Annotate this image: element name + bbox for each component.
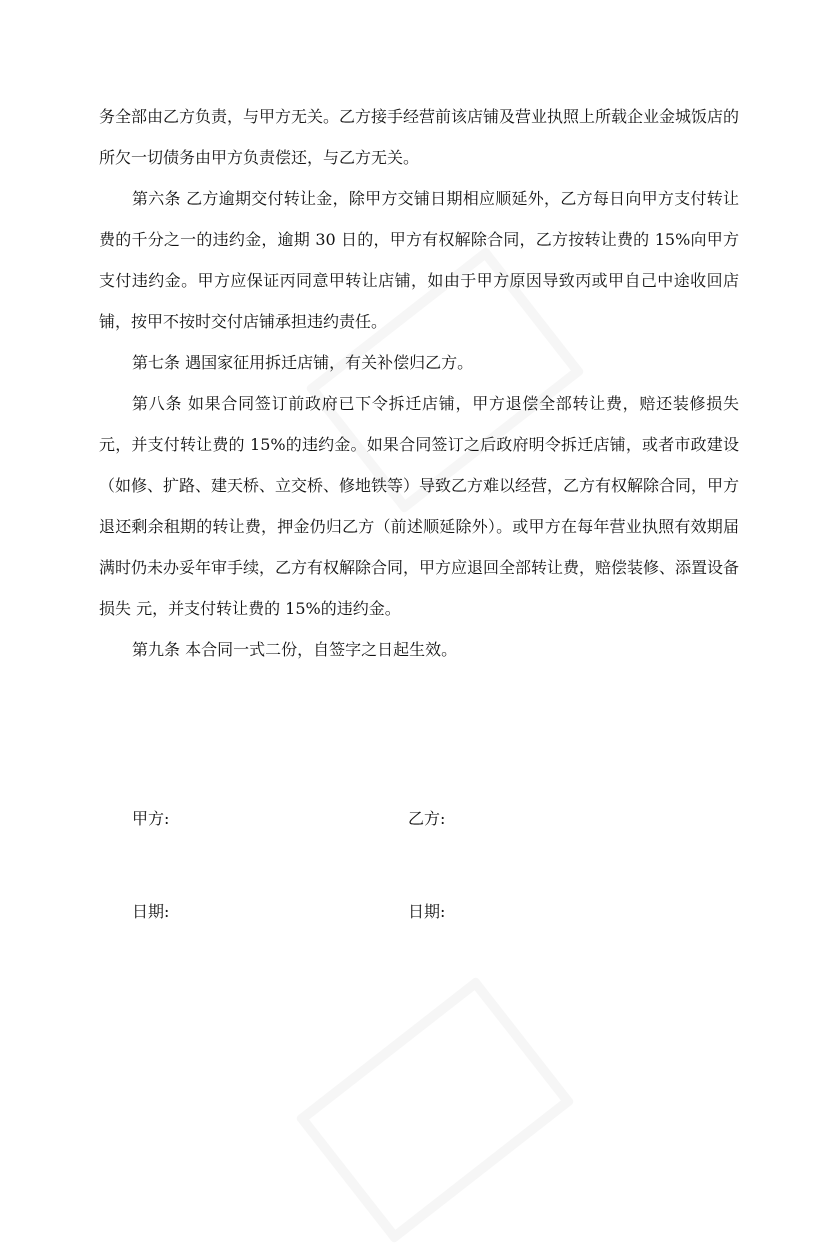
paragraph-article-6: 第六条 乙方逾期交付转让金，除甲方交铺日期相应顺延外，乙方每日向甲方支付转让费的千分之一的违约金，逾期 30 日的，甲方有权解除合同，乙方按转让费的 15%向甲方支付违约金。甲方应保证丙同意甲转让店铺，如由于甲方原因导致丙或甲自己中途收回店铺，按甲不按时交付店铺承担违约责任。	[99, 189, 739, 331]
party-b-label: 乙方:	[408, 809, 446, 828]
party-b-date-label: 日期:	[408, 902, 446, 921]
party-a-label: 甲方:	[132, 809, 170, 828]
paragraph-article-7: 第七条 遇国家征用拆迁店铺，有关补偿归乙方。	[132, 353, 474, 372]
contract-body	[99, 96, 756, 670]
paragraph-debt-responsibility: 务全部由乙方负责，与甲方无关。乙方接手经营前该店铺及营业执照上所载企业金城饭店的所欠一切债务由甲方负责偿还，与乙方无关。	[99, 107, 740, 167]
watermark-frame	[295, 976, 575, 1244]
paragraph-article-8: 第八条 如果合同签订前政府已下令拆迁店铺，甲方退偿全部转让费，赔还装修损失 元，并支付转让费的 15%的违约金。如果合同签订之后政府明令拆迁店铺，或者市政建设（如修、扩路、建天桥、立交桥、修地铁等）导致乙方难以经营，乙方有权解除合同，甲方退还剩余租期的转让费，押金仍归乙方（前述顺延除外）。或甲方在每年营业执照有效期届满时仍未办妥年审手续，乙方有权解除合同，甲方应退回全部转让费，赔偿装修、添置设备损失 元，并支付转让费的 15%的违约金。	[99, 394, 756, 618]
party-a-date-label: 日期:	[132, 902, 170, 921]
paragraph-article-9: 第九条 本合同一式二份，自签字之日起生效。	[132, 640, 458, 659]
